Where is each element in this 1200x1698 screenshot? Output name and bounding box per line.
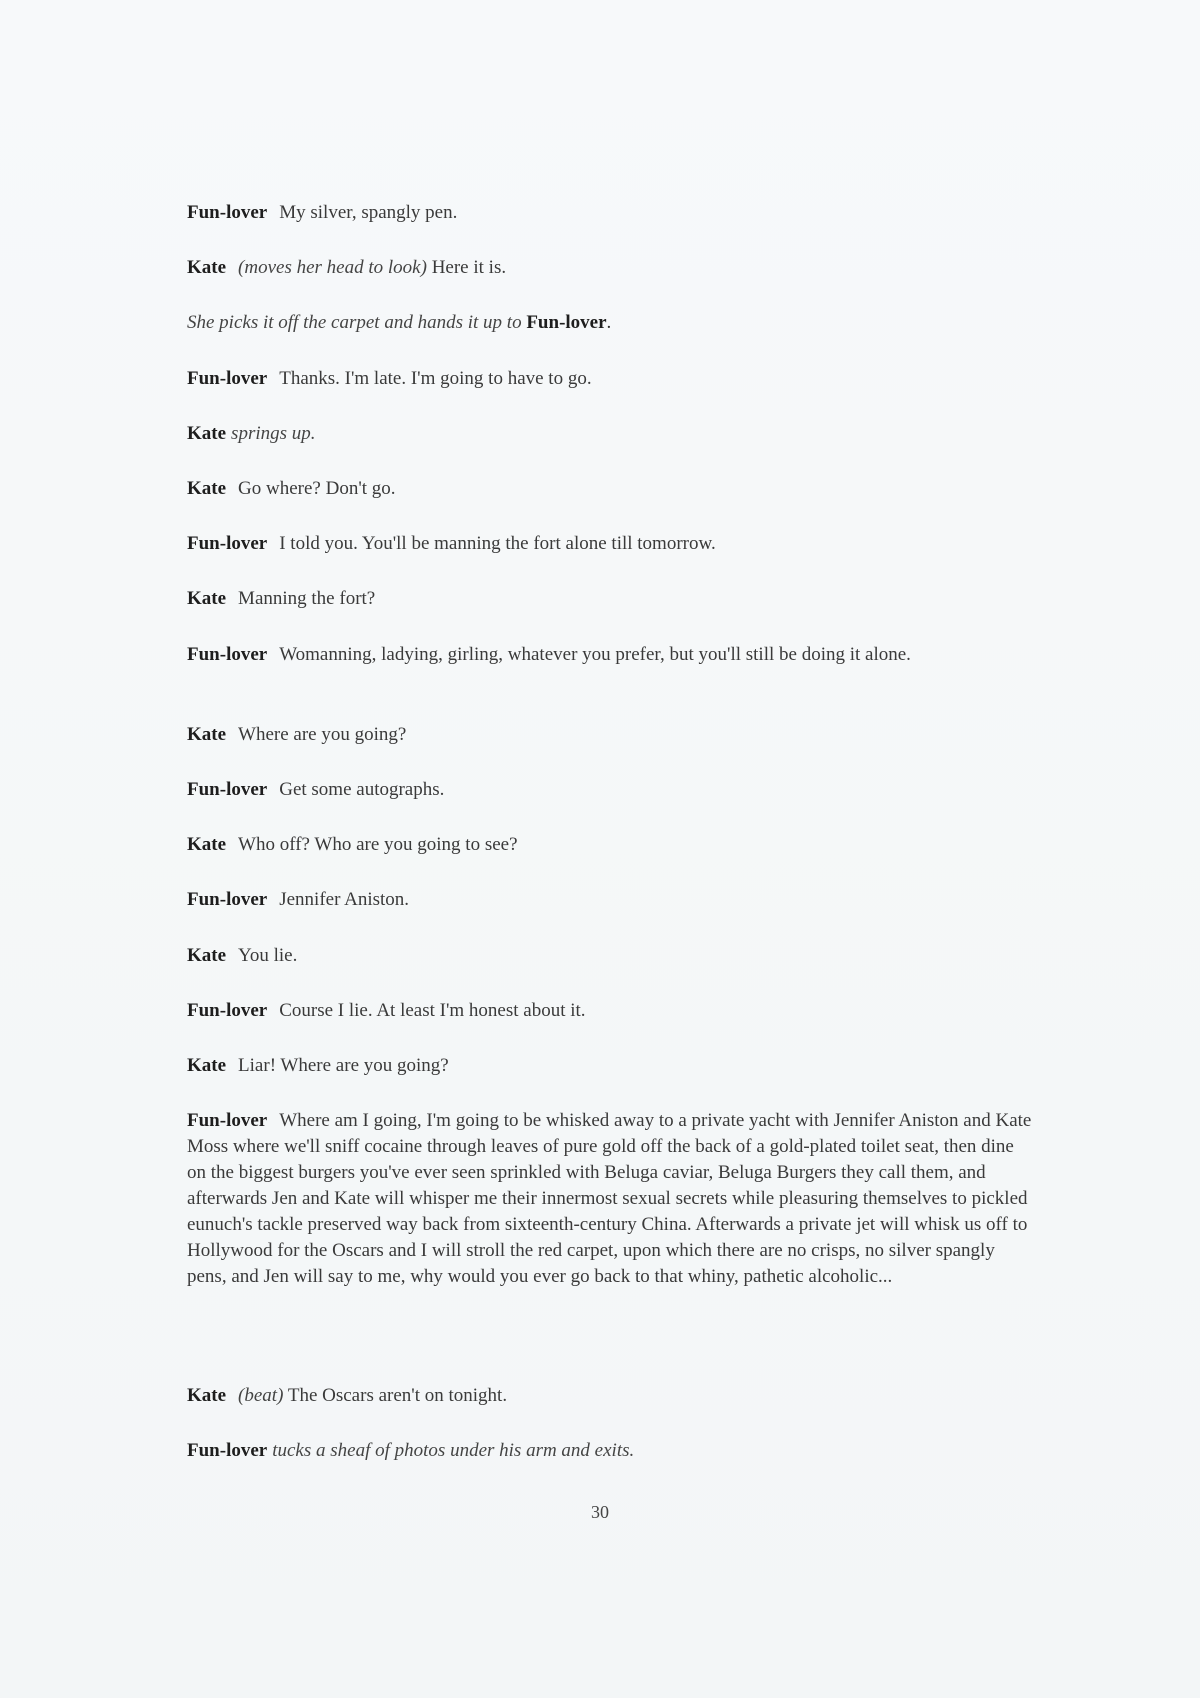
dialogue-text: Manning the fort? <box>238 588 376 609</box>
script-line <box>187 722 406 748</box>
script-line <box>187 586 375 612</box>
dialogue-text: I told you. You'll be manning the fort alone till tomorrow. <box>279 533 716 554</box>
dialogue-text: Jennifer Aniston. <box>279 889 410 910</box>
speaker-name: Kate <box>187 834 227 855</box>
speaker-name: Kate <box>187 423 227 444</box>
speaker-name: Fun-lover <box>187 202 268 223</box>
speaker-name: Fun-lover <box>187 644 268 665</box>
speaker-name: Kate <box>187 257 227 278</box>
stage-direction: (moves her head to look) <box>238 257 427 278</box>
dialogue-text: Womanning, ladying, girling, whatever you prefer, but you'll still be doing it alone. <box>279 644 911 665</box>
speaker-name: Kate <box>187 724 227 745</box>
speaker-name: Kate <box>187 1055 227 1076</box>
speaker-name: Kate <box>187 945 227 966</box>
dialogue-text: My silver, spangly pen. <box>279 202 458 223</box>
stage-direction: springs up. <box>231 423 316 444</box>
script-line <box>187 998 586 1024</box>
speaker-name: Fun-lover <box>187 889 268 910</box>
dialogue-text: Thanks. I'm late. I'm going to have to go. <box>279 368 592 389</box>
speaker-name: Fun-lover <box>187 1110 268 1131</box>
dialogue-text: Where am I going, I'm going to be whisked away to a private yacht with Jennifer Aniston and Kate Moss where we'll sniff cocaine through leaves of pure gold off the back of a gold-plated toilet seat, then dine on the biggest burgers you've ever seen sprinkled with Beluga caviar, Beluga Burgers they call them, and afterwards Jen and Kate will whisper me their innermost sexual secrets while pleasuring themselves to pickled eunuch's tackle preserved way back from sixteenth-century China. Afterwards a private jet will whisk us off to Hollywood for the Oscars and I will stroll the red carpet, upon which there are no crisps, no silver spangly pens, and Jen will say to me, why would you ever go back to that whiny, pathetic alcoholic... <box>187 1110 1032 1287</box>
action-line <box>187 421 316 447</box>
speaker-name: Fun-lover <box>187 368 268 389</box>
script-line <box>187 943 297 969</box>
script-line <box>187 531 716 557</box>
speaker-name: Kate <box>187 588 227 609</box>
speaker-name: Fun-lover <box>187 533 268 554</box>
script-line <box>187 887 409 913</box>
dialogue-text: Course I lie. At least I'm honest about it. <box>279 1000 586 1021</box>
stage-direction: She picks it off the carpet and hands it up to <box>187 312 522 333</box>
dialogue-text: You lie. <box>238 945 298 966</box>
dialogue-text: Get some autographs. <box>279 779 445 800</box>
stage-direction: (beat) <box>238 1385 284 1406</box>
speaker-name: Fun-lover <box>187 779 268 800</box>
dialogue-text: Liar! Where are you going? <box>238 1055 449 1076</box>
stage-direction-line <box>187 310 611 336</box>
dialogue-text: Where are you going? <box>238 724 407 745</box>
dialogue-text: Go where? Don't go. <box>238 478 396 499</box>
stage-direction: tucks a sheaf of photos under his arm and exits. <box>272 1440 635 1461</box>
speaker-name: Fun-lover <box>187 1440 268 1461</box>
script-line <box>187 642 1037 668</box>
script-line <box>187 255 506 281</box>
script-line <box>187 777 444 803</box>
speaker-name: Fun-lover <box>526 312 607 333</box>
punctuation: . <box>606 312 612 333</box>
script-line <box>187 832 518 858</box>
script-line <box>187 366 592 392</box>
page-number: 30 <box>591 1502 609 1522</box>
script-line <box>187 1108 1037 1290</box>
dialogue-text: Who off? Who are you going to see? <box>238 834 518 855</box>
script-line <box>187 1053 449 1079</box>
dialogue-text: The Oscars aren't on tonight. <box>287 1385 508 1406</box>
script-line <box>187 200 457 226</box>
speaker-name: Fun-lover <box>187 1000 268 1021</box>
dialogue-text: Here it is. <box>431 257 507 278</box>
action-line <box>187 1438 634 1464</box>
speaker-name: Kate <box>187 1385 227 1406</box>
script-line <box>187 1383 507 1409</box>
speaker-name: Kate <box>187 478 227 499</box>
script-line <box>187 476 396 502</box>
